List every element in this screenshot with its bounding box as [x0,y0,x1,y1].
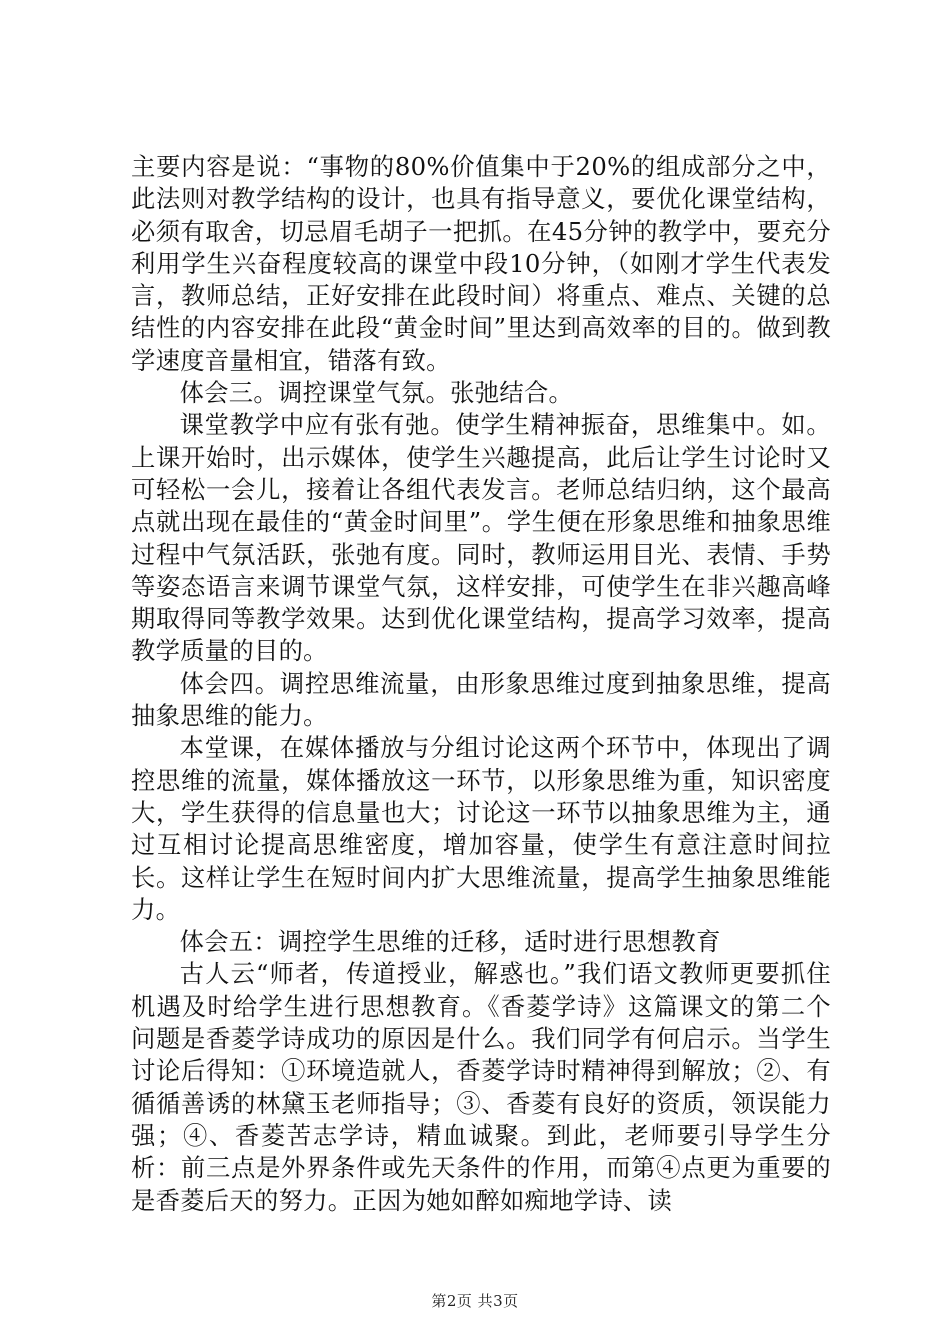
paragraph-continuation: 主要内容是说：“事物的80%价值集中于20%的组成部分之中，此法则对教学结构的设计，也具有指导意义，要优化课堂结构，必须有取舍，切忌眉毛胡子一把抓。在45分钟的教学中，要充分利用学生兴奋程度较高的课堂中段10分钟，（如刚才学生代表发言，教师总结，正好安排在此段时间）将重点、难点、关键的总结性的内容安排在此段“黄金时间”里达到高效率的目的。做到教学速度音量相宜，错落有致。 [131,152,831,375]
paragraph-thought-education: 古人云“师者，传道授业，解惑也。”我们语文教师更要抓住机遇及时给学生进行思想教育。《香菱学诗》这篇课文的第二个问题是香菱学诗成功的原因是什么。我们同学有何启示。当学生讨论后得知：①环境造就人，香菱学诗时精神得到解放；②、有循循善诱的林黛玉老师指导；③、香菱有良好的资质，领误能力强；④、香菱苦志学诗，精血诚聚。到此，老师要引导学生分析：前三点是外界条件或先天条件的作用，而第④点更为重要的是香菱后天的努力。正因为她如醉如痴地学诗、读 [131,959,831,1215]
heading-insight-three: 体会三。调控课堂气氛。张弛结合。 [179,378,574,408]
heading-insight-four: 体会四。调控思维流量，由形象思维过度到抽象思维，提高抽象思维的能力。 [131,668,831,731]
paragraph-classroom-atmosphere: 课堂教学中应有张有弛。使学生精神振奋，思维集中。如。上课开始时，出示媒体，使学生兴趣提高，此后让学生讨论时又可轻松一会儿，接着让各组代表发言。老师总结归纳，这个最高点就出现在最佳的“黄金时间里”。学生便在形象思维和抽象思维过程中气氛活跃，张弛有度。同时，教师运用目光、表情、手势等姿态语言来调节课堂气氛，这样安排，可使学生在非兴趣高峰期取得同等教学效果。达到优化课堂结构，提高学习效率，提高教学质量的目的。 [131,410,831,666]
paragraph-thinking-flow: 本堂课，在媒体播放与分组讨论这两个环节中，体现出了调控思维的流量，媒体播放这一环节，以形象思维为重，知识密度大，学生获得的信息量也大；讨论这一环节以抽象思维为主，通过互相讨论提高思维密度，增加容量，使学生有意注意时间拉长。这样让学生在短时间内扩大思维流量，提高学生抽象思维能力。 [131,733,831,924]
body-text [131,151,831,1217]
heading-insight-five: 体会五：调控学生思维的迁移，适时进行思想教育 [179,927,721,957]
page-footer: 第2页 共3页 [431,1292,519,1310]
